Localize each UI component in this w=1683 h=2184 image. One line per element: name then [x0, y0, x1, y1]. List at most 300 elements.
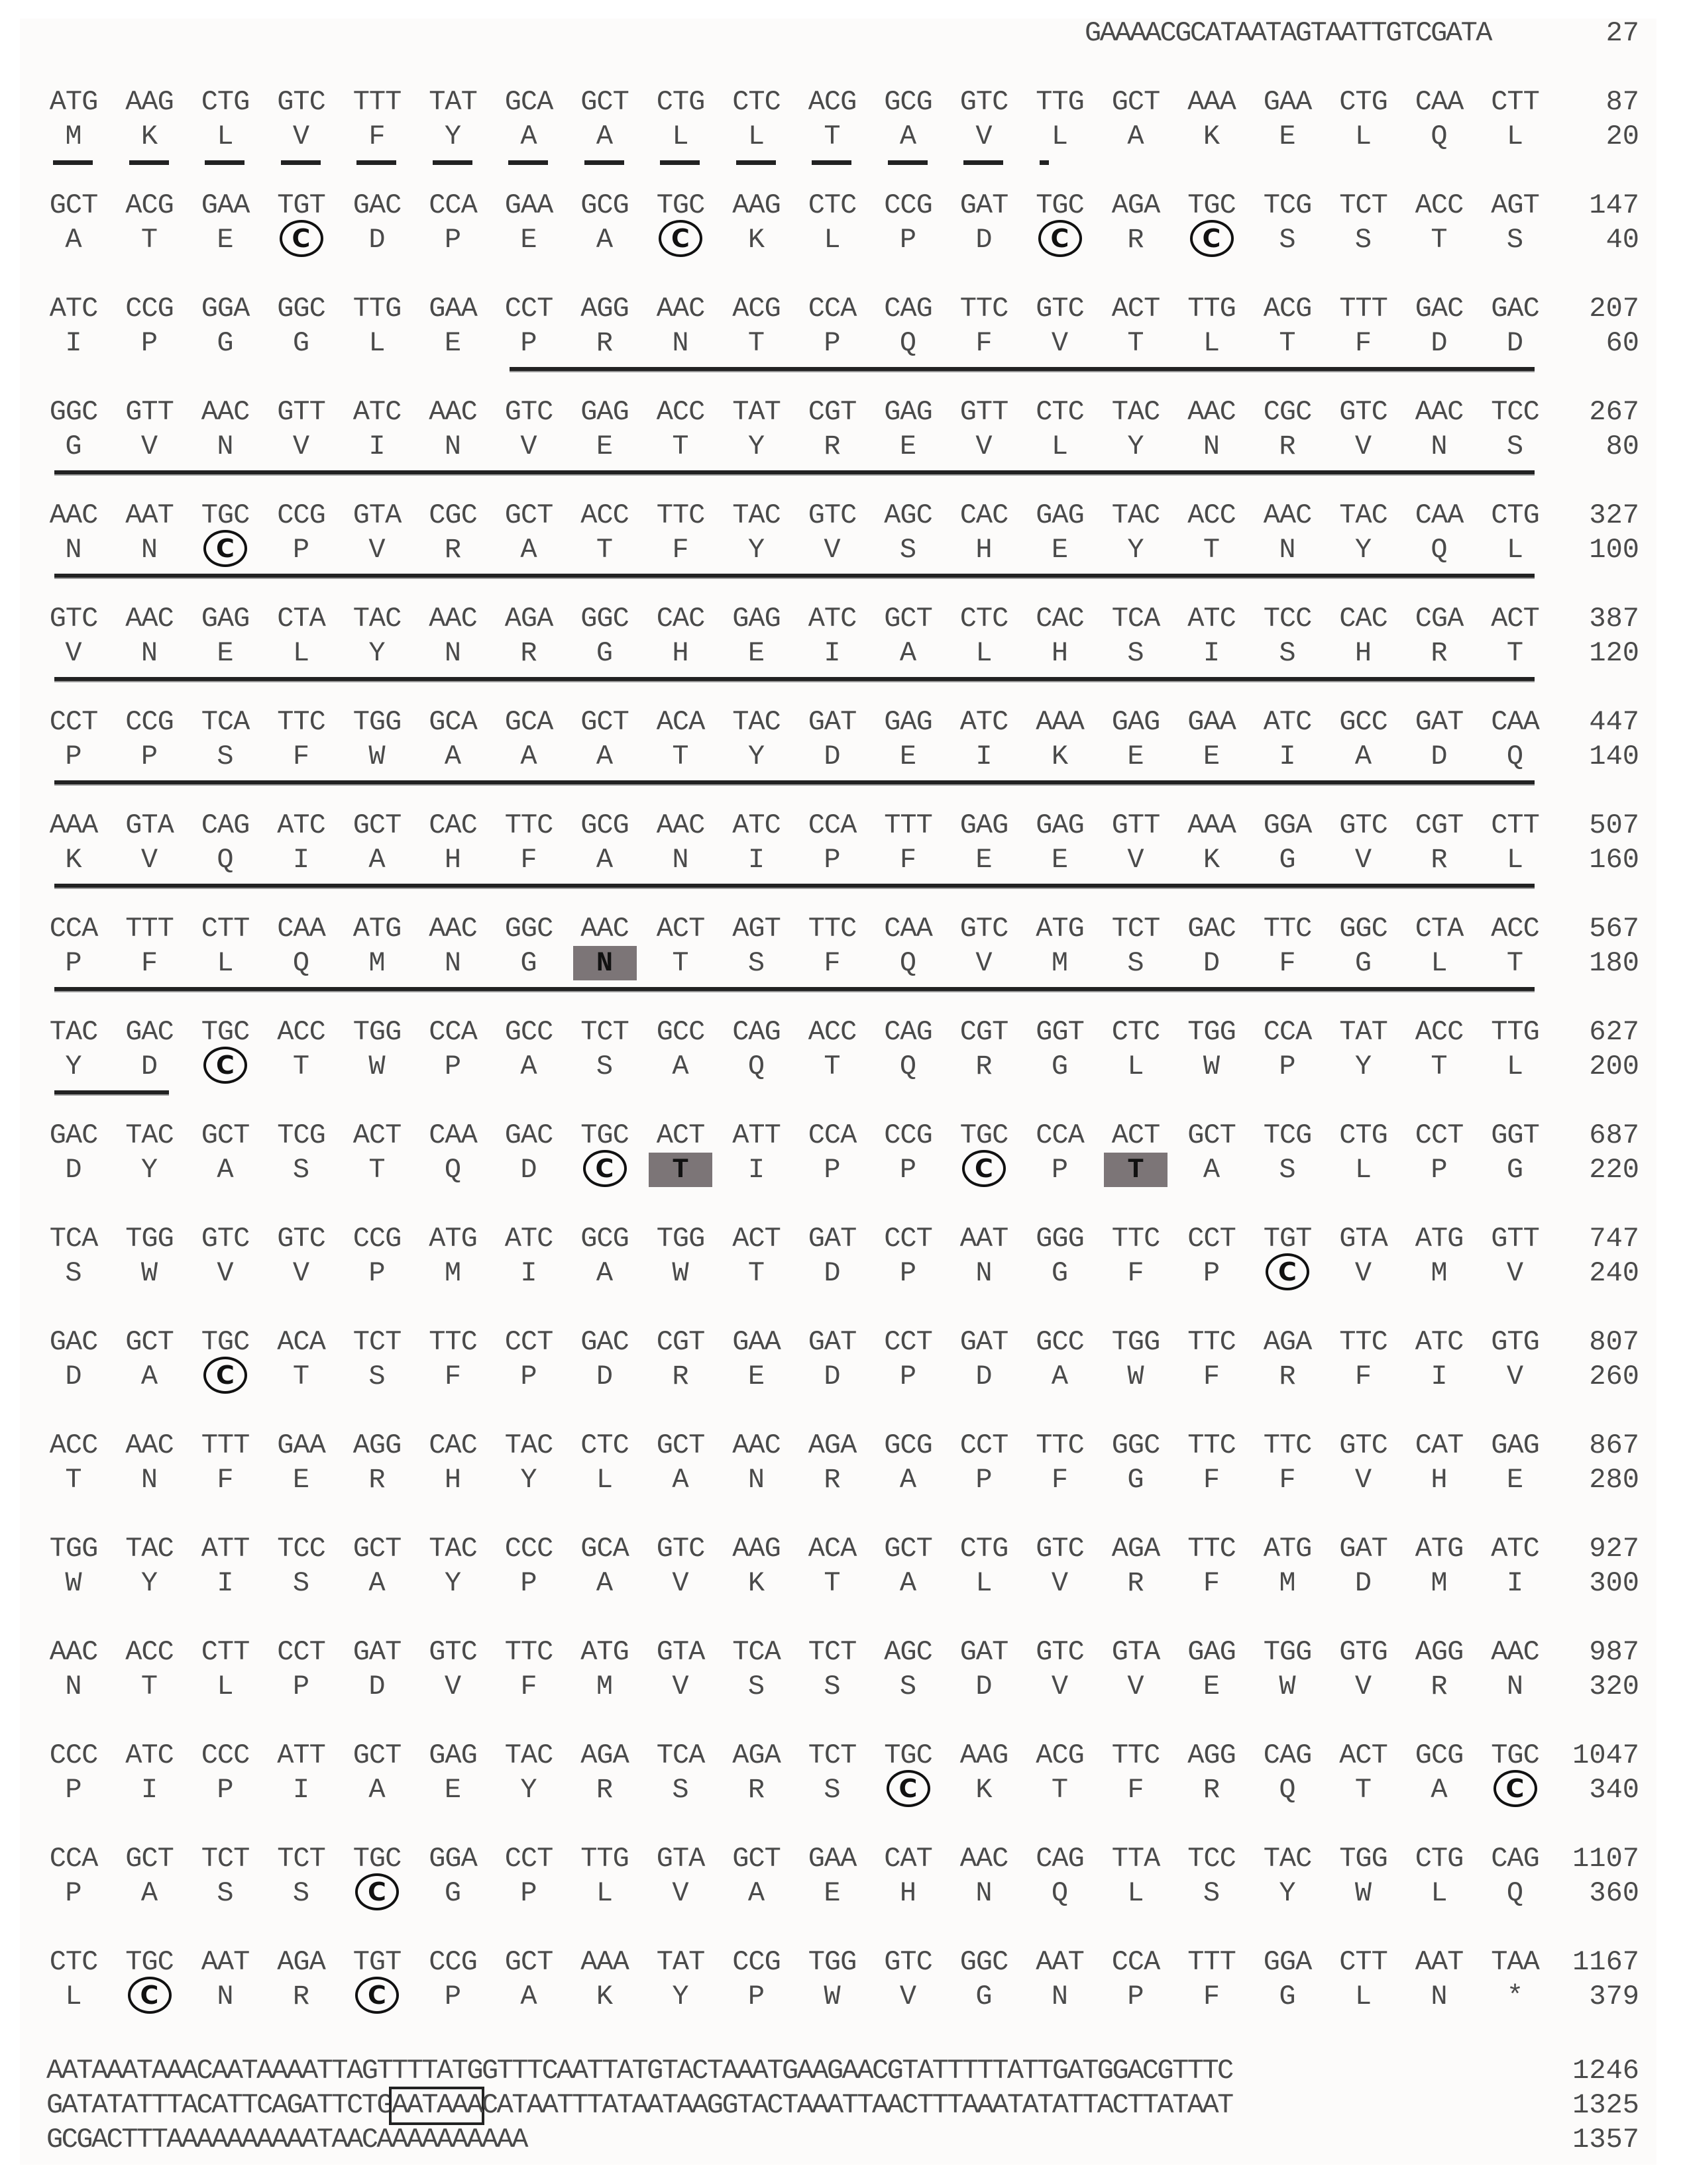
codon: GAT	[808, 1223, 857, 1255]
amino-acid: I	[140, 1774, 158, 1806]
codon: TGG	[353, 706, 402, 738]
amino-acid: N	[140, 534, 158, 566]
codon: ATG	[580, 1636, 629, 1668]
codon: GAT	[808, 1326, 857, 1358]
codon: TCT	[277, 1843, 325, 1875]
amino-acid: Q	[1431, 534, 1448, 566]
amino-acid: K	[65, 844, 82, 876]
amino-acid: L	[975, 1567, 993, 1599]
domain-underline	[54, 884, 1535, 889]
codon: GAA	[808, 1843, 857, 1875]
codon: CAG	[1036, 1843, 1084, 1875]
amino-acid: D	[140, 1051, 158, 1082]
codon: GTC	[1339, 1430, 1387, 1461]
amino-acid: A	[368, 844, 386, 876]
codon: AAC	[201, 396, 250, 428]
codon: TGC	[353, 1843, 402, 1875]
codon: ACC	[808, 1016, 857, 1048]
codon: TAT	[429, 86, 477, 118]
amino-acid: D	[975, 1361, 993, 1392]
codon: TGC	[125, 1946, 174, 1978]
codon: AAT	[959, 1223, 1008, 1255]
amino-acid: S	[292, 1567, 310, 1599]
signal-peptide-dash	[963, 160, 1003, 165]
codon: TTC	[1187, 1430, 1236, 1461]
codon: ATT	[732, 1119, 781, 1151]
amino-acid: I	[975, 741, 993, 772]
amino-acid: P	[899, 1361, 917, 1392]
amino-acid: T	[672, 431, 689, 462]
amino-acid: G	[1127, 1464, 1144, 1496]
codon: GTA	[353, 499, 402, 531]
sequence-row	[0, 293, 1683, 392]
amino-acid-cysteine	[871, 1774, 946, 1807]
codon: GTC	[884, 1946, 932, 1978]
amino-acid: V	[1354, 1257, 1372, 1289]
codon: TGG	[1187, 1016, 1236, 1048]
codon: GAG	[732, 603, 781, 635]
codon: GCA	[580, 1533, 629, 1565]
amino-acid-position: 320	[1589, 1671, 1639, 1702]
amino-acid: D	[1203, 947, 1221, 979]
codon: CCA	[808, 809, 857, 841]
codon: GCA	[504, 86, 553, 118]
codon: TGC	[1491, 1740, 1539, 1771]
codon: ATC	[277, 809, 325, 841]
amino-acid: V	[140, 431, 158, 462]
amino-acid: Q	[899, 947, 917, 979]
cysteine-circle-marker: C	[583, 1150, 627, 1187]
codon: GCT	[353, 1533, 402, 1565]
codon: GAG	[429, 1740, 477, 1771]
amino-acid: N	[1279, 534, 1296, 566]
amino-acid: R	[1203, 1774, 1221, 1806]
codon: CGC	[429, 499, 477, 531]
codon: TAT	[656, 1946, 705, 1978]
amino-acid: A	[596, 844, 614, 876]
codon: CTT	[1491, 809, 1539, 841]
codon: CCC	[504, 1533, 553, 1565]
codon: GCG	[884, 1430, 932, 1461]
amino-acid: T	[1431, 224, 1448, 256]
amino-acid: S	[1506, 431, 1524, 462]
codon: ATG	[1415, 1223, 1464, 1255]
codon: GGA	[1263, 809, 1312, 841]
amino-acid: G	[975, 1981, 993, 2012]
signal-peptide-dash	[508, 160, 548, 165]
codon: CTC	[959, 603, 1008, 635]
codon: TTA	[1111, 1843, 1160, 1875]
amino-acid: R	[1431, 1671, 1448, 1702]
codon: GAA	[201, 189, 250, 221]
codon: AGT	[732, 913, 781, 945]
codon: CTC	[732, 86, 781, 118]
amino-acid: *	[1506, 1981, 1524, 2012]
codon: CGT	[959, 1016, 1008, 1048]
cysteine-circle-marker: C	[1266, 1253, 1309, 1290]
sequence-row	[0, 1016, 1683, 1116]
codon: CGT	[1415, 809, 1464, 841]
codon: AAA	[49, 809, 98, 841]
codon: CAC	[429, 1430, 477, 1461]
codon: ATC	[732, 809, 781, 841]
amino-acid: N	[975, 1257, 993, 1289]
amino-acid: F	[1203, 1361, 1221, 1392]
amino-acid: A	[520, 1051, 537, 1082]
amino-acid: A	[520, 121, 537, 152]
codon: CTT	[201, 1636, 250, 1668]
codon: TTC	[504, 809, 553, 841]
codon: GCT	[201, 1119, 250, 1151]
amino-acid: Y	[140, 1567, 158, 1599]
amino-acid: N	[444, 637, 462, 669]
amino-acid: N	[444, 431, 462, 462]
codon: GAG	[1111, 706, 1160, 738]
amino-acid-position: 60	[1605, 327, 1639, 359]
amino-acid: Y	[1127, 431, 1144, 462]
amino-acid: E	[1203, 741, 1221, 772]
amino-acid: L	[1431, 947, 1448, 979]
amino-acid-cysteine	[264, 224, 339, 257]
codon: GCT	[732, 1843, 781, 1875]
nucleotide-position: 507	[1589, 809, 1639, 841]
codon: GAC	[353, 189, 402, 221]
amino-acid: E	[444, 1774, 462, 1806]
amino-acid: T	[824, 1051, 841, 1082]
codon: GTT	[1111, 809, 1160, 841]
codon: TTG	[1491, 1016, 1539, 1048]
amino-acid: T	[824, 121, 841, 152]
amino-acid: P	[1279, 1051, 1296, 1082]
amino-acid: W	[65, 1567, 82, 1599]
amino-acid: W	[368, 1051, 386, 1082]
utr3-segment: CATAATTTATAATAAGGTACTAAATTAACTTTAAATATATTACTTATAAT	[481, 2089, 1232, 2121]
codon: ATG	[1263, 1533, 1312, 1565]
amino-acid: P	[444, 224, 462, 256]
codon: AGA	[1263, 1326, 1312, 1358]
codon: AAA	[1187, 86, 1236, 118]
codon: GCT	[580, 86, 629, 118]
codon: AAT	[125, 499, 174, 531]
amino-acid: F	[292, 741, 310, 772]
codon: TGT	[277, 189, 325, 221]
amino-acid: A	[899, 121, 917, 152]
amino-acid: E	[899, 431, 917, 462]
codon: AGA	[580, 1740, 629, 1771]
codon: TGC	[1036, 189, 1084, 221]
codon: ATG	[429, 1223, 477, 1255]
amino-acid: G	[292, 327, 310, 359]
cysteine-circle-marker: C	[962, 1150, 1006, 1187]
codon: TAT	[1339, 1016, 1387, 1048]
codon: GAA	[504, 189, 553, 221]
codon: AGA	[732, 1740, 781, 1771]
amino-acid-glycosylation	[1098, 1154, 1173, 1187]
amino-acid: G	[1506, 1154, 1524, 1186]
amino-acid: N	[672, 844, 689, 876]
amino-acid: A	[520, 1981, 537, 2012]
codon: CAA	[1415, 499, 1464, 531]
amino-acid: Q	[747, 1051, 765, 1082]
amino-acid: A	[140, 1361, 158, 1392]
codon: CTG	[1339, 1119, 1387, 1151]
codon: GAA	[1263, 86, 1312, 118]
amino-acid: I	[747, 844, 765, 876]
amino-acid: H	[1051, 637, 1069, 669]
codon: CTG	[201, 86, 250, 118]
amino-acid: A	[1127, 121, 1144, 152]
codon: CCT	[49, 706, 98, 738]
amino-acid-glycosylation	[567, 947, 643, 980]
amino-acid: A	[520, 534, 537, 566]
amino-acid-cysteine	[1174, 224, 1250, 257]
signal-peptide-dash	[584, 160, 624, 165]
codon: AAT	[1036, 1946, 1084, 1978]
amino-acid: E	[747, 637, 765, 669]
codon: CAG	[1263, 1740, 1312, 1771]
signal-peptide-dash	[888, 160, 928, 165]
codon: ACC	[1415, 189, 1464, 221]
domain-underline	[54, 470, 1535, 476]
amino-acid: T	[1506, 947, 1524, 979]
codon: TCA	[49, 1223, 98, 1255]
amino-acid: Y	[672, 1981, 689, 2012]
amino-acid: G	[1051, 1257, 1069, 1289]
codon: TAC	[1339, 499, 1387, 531]
codon: CCT	[504, 1843, 553, 1875]
amino-acid: N	[65, 534, 82, 566]
codon: CAC	[1339, 603, 1387, 635]
codon: GTT	[1491, 1223, 1539, 1255]
amino-acid: D	[1506, 327, 1524, 359]
amino-acid: F	[1279, 1464, 1296, 1496]
nucleotide-position: 987	[1589, 1636, 1639, 1668]
codon: TTT	[1339, 293, 1387, 325]
codon: GCA	[504, 706, 553, 738]
codon: AAC	[125, 1430, 174, 1461]
amino-acid: N	[140, 1464, 158, 1496]
amino-acid: N	[1506, 1671, 1524, 1702]
codon: TAC	[49, 1016, 98, 1048]
amino-acid: L	[1354, 1154, 1372, 1186]
codon: ACT	[656, 913, 705, 945]
codon: ACC	[1415, 1016, 1464, 1048]
codon: CCA	[808, 293, 857, 325]
amino-acid: P	[899, 1257, 917, 1289]
amino-acid: F	[217, 1464, 234, 1496]
amino-acid: A	[596, 1257, 614, 1289]
amino-acid: P	[975, 1464, 993, 1496]
codon: TTC	[1111, 1223, 1160, 1255]
sequence-row	[0, 1636, 1683, 1736]
amino-acid: Y	[444, 121, 462, 152]
codon: GTC	[1339, 396, 1387, 428]
amino-acid: P	[65, 1877, 82, 1909]
codon: GTC	[959, 86, 1008, 118]
nucleotide-position: 687	[1589, 1119, 1639, 1151]
amino-acid: K	[140, 121, 158, 152]
codon: GAG	[1036, 809, 1084, 841]
amino-acid: Y	[1127, 534, 1144, 566]
amino-acid: Q	[899, 1051, 917, 1082]
amino-acid: V	[1127, 844, 1144, 876]
amino-acid: T	[1127, 327, 1144, 359]
codon: CAG	[201, 809, 250, 841]
amino-acid-cysteine	[339, 1981, 415, 2014]
domain-underline	[54, 1090, 169, 1096]
sequence-row	[0, 1843, 1683, 1942]
amino-acid: P	[824, 844, 841, 876]
amino-acid: S	[1279, 1154, 1296, 1186]
amino-acid: R	[596, 327, 614, 359]
utr3-position: 1325	[1572, 2089, 1639, 2121]
codon: GTC	[1036, 293, 1084, 325]
cysteine-circle-marker: C	[355, 1873, 399, 1910]
amino-acid: D	[824, 741, 841, 772]
amino-acid: A	[368, 1567, 386, 1599]
amino-acid: H	[444, 1464, 462, 1496]
codon: ATG	[1036, 913, 1084, 945]
amino-acid: F	[1127, 1774, 1144, 1806]
amino-acid: H	[672, 637, 689, 669]
codon: GTA	[656, 1636, 705, 1668]
codon: ATC	[49, 293, 98, 325]
amino-acid: R	[1431, 844, 1448, 876]
amino-acid: P	[140, 327, 158, 359]
codon: AAC	[49, 1636, 98, 1668]
codon: ACG	[732, 293, 781, 325]
codon: GCT	[884, 1533, 932, 1565]
amino-acid: D	[368, 1671, 386, 1702]
codon: ATG	[353, 913, 402, 945]
signal-peptide-dash	[736, 160, 776, 165]
codon: TAC	[504, 1430, 553, 1461]
amino-acid: L	[1354, 1981, 1372, 2012]
amino-acid: I	[65, 327, 82, 359]
codon: TTC	[656, 499, 705, 531]
amino-acid: D	[1354, 1567, 1372, 1599]
codon: TGG	[1263, 1636, 1312, 1668]
signal-peptide-dash	[356, 160, 396, 165]
amino-acid: V	[292, 431, 310, 462]
codon: AAC	[959, 1843, 1008, 1875]
codon: GCC	[656, 1016, 705, 1048]
amino-acid: F	[1203, 1981, 1221, 2012]
amino-acid: L	[368, 327, 386, 359]
codon: TTC	[504, 1636, 553, 1668]
utr3-segment: GCGACTTTAAAAAAAAAATAACAAAAAAAAAA	[46, 2124, 527, 2156]
signal-peptide-dash	[129, 160, 169, 165]
amino-acid: A	[899, 1567, 917, 1599]
amino-acid: Q	[444, 1154, 462, 1186]
nucleotide-position: 207	[1589, 293, 1639, 325]
amino-acid: G	[65, 431, 82, 462]
codon: TCT	[1339, 189, 1387, 221]
amino-acid-position: 200	[1589, 1051, 1639, 1082]
codon: GTA	[1111, 1636, 1160, 1668]
amino-acid: E	[1203, 1671, 1221, 1702]
codon: ACC	[656, 396, 705, 428]
codon: CTC	[1111, 1016, 1160, 1048]
amino-acid: E	[899, 741, 917, 772]
codon: GCT	[580, 706, 629, 738]
amino-acid: V	[1354, 431, 1372, 462]
codon: ATC	[1187, 603, 1236, 635]
codon: CCT	[959, 1430, 1008, 1461]
nucleotide-position: 267	[1589, 396, 1639, 428]
codon: TGG	[656, 1223, 705, 1255]
codon: ACG	[808, 86, 857, 118]
amino-acid: R	[747, 1774, 765, 1806]
codon: CAT	[1415, 1430, 1464, 1461]
codon: AAG	[959, 1740, 1008, 1771]
amino-acid: P	[444, 1981, 462, 2012]
amino-acid: M	[1431, 1257, 1448, 1289]
amino-acid: N	[140, 637, 158, 669]
codon: GTC	[959, 913, 1008, 945]
amino-acid: Y	[1354, 1051, 1372, 1082]
amino-acid: D	[520, 1154, 537, 1186]
codon: ATT	[201, 1533, 250, 1565]
amino-acid-cysteine	[1478, 1774, 1553, 1807]
codon: ACT	[732, 1223, 781, 1255]
amino-acid: A	[1354, 741, 1372, 772]
codon: TGC	[201, 499, 250, 531]
codon: CTT	[1339, 1946, 1387, 1978]
amino-acid: Y	[65, 1051, 82, 1082]
amino-acid-position: 260	[1589, 1361, 1639, 1392]
amino-acid: T	[1506, 637, 1524, 669]
amino-acid: T	[747, 327, 765, 359]
codon: CCA	[49, 913, 98, 945]
amino-acid: D	[975, 1671, 993, 1702]
sequence-row	[0, 86, 1683, 185]
codon: TGG	[808, 1946, 857, 1978]
amino-acid: L	[672, 121, 689, 152]
nucleotide-position: 1167	[1572, 1946, 1639, 1978]
amino-acid: A	[1431, 1774, 1448, 1806]
codon: GTG	[1339, 1636, 1387, 1668]
codon: TCT	[1111, 913, 1160, 945]
codon: GGC	[49, 396, 98, 428]
amino-acid: V	[1354, 844, 1372, 876]
codon: CCT	[884, 1326, 932, 1358]
codon: GAG	[959, 809, 1008, 841]
codon: GGA	[201, 293, 250, 325]
amino-acid: W	[368, 741, 386, 772]
amino-acid-position: 100	[1589, 534, 1639, 566]
codon: GTT	[277, 396, 325, 428]
codon: TTC	[1339, 1326, 1387, 1358]
amino-acid: K	[975, 1774, 993, 1806]
codon: TGC	[656, 189, 705, 221]
codon: GAA	[1187, 706, 1236, 738]
codon: CCG	[353, 1223, 402, 1255]
codon: GAC	[580, 1326, 629, 1358]
codon: AAC	[429, 396, 477, 428]
amino-acid-cysteine	[188, 1361, 263, 1394]
sequence-row	[0, 396, 1683, 495]
codon: GAT	[1415, 706, 1464, 738]
glycosylation-site-highlight: T	[649, 1153, 712, 1187]
sequence-row	[0, 1223, 1683, 1322]
codon: TGG	[1339, 1843, 1387, 1875]
codon: GCT	[504, 499, 553, 531]
codon: AAT	[1415, 1946, 1464, 1978]
amino-acid: P	[292, 1671, 310, 1702]
amino-acid: W	[1203, 1051, 1221, 1082]
amino-acid: A	[672, 1464, 689, 1496]
